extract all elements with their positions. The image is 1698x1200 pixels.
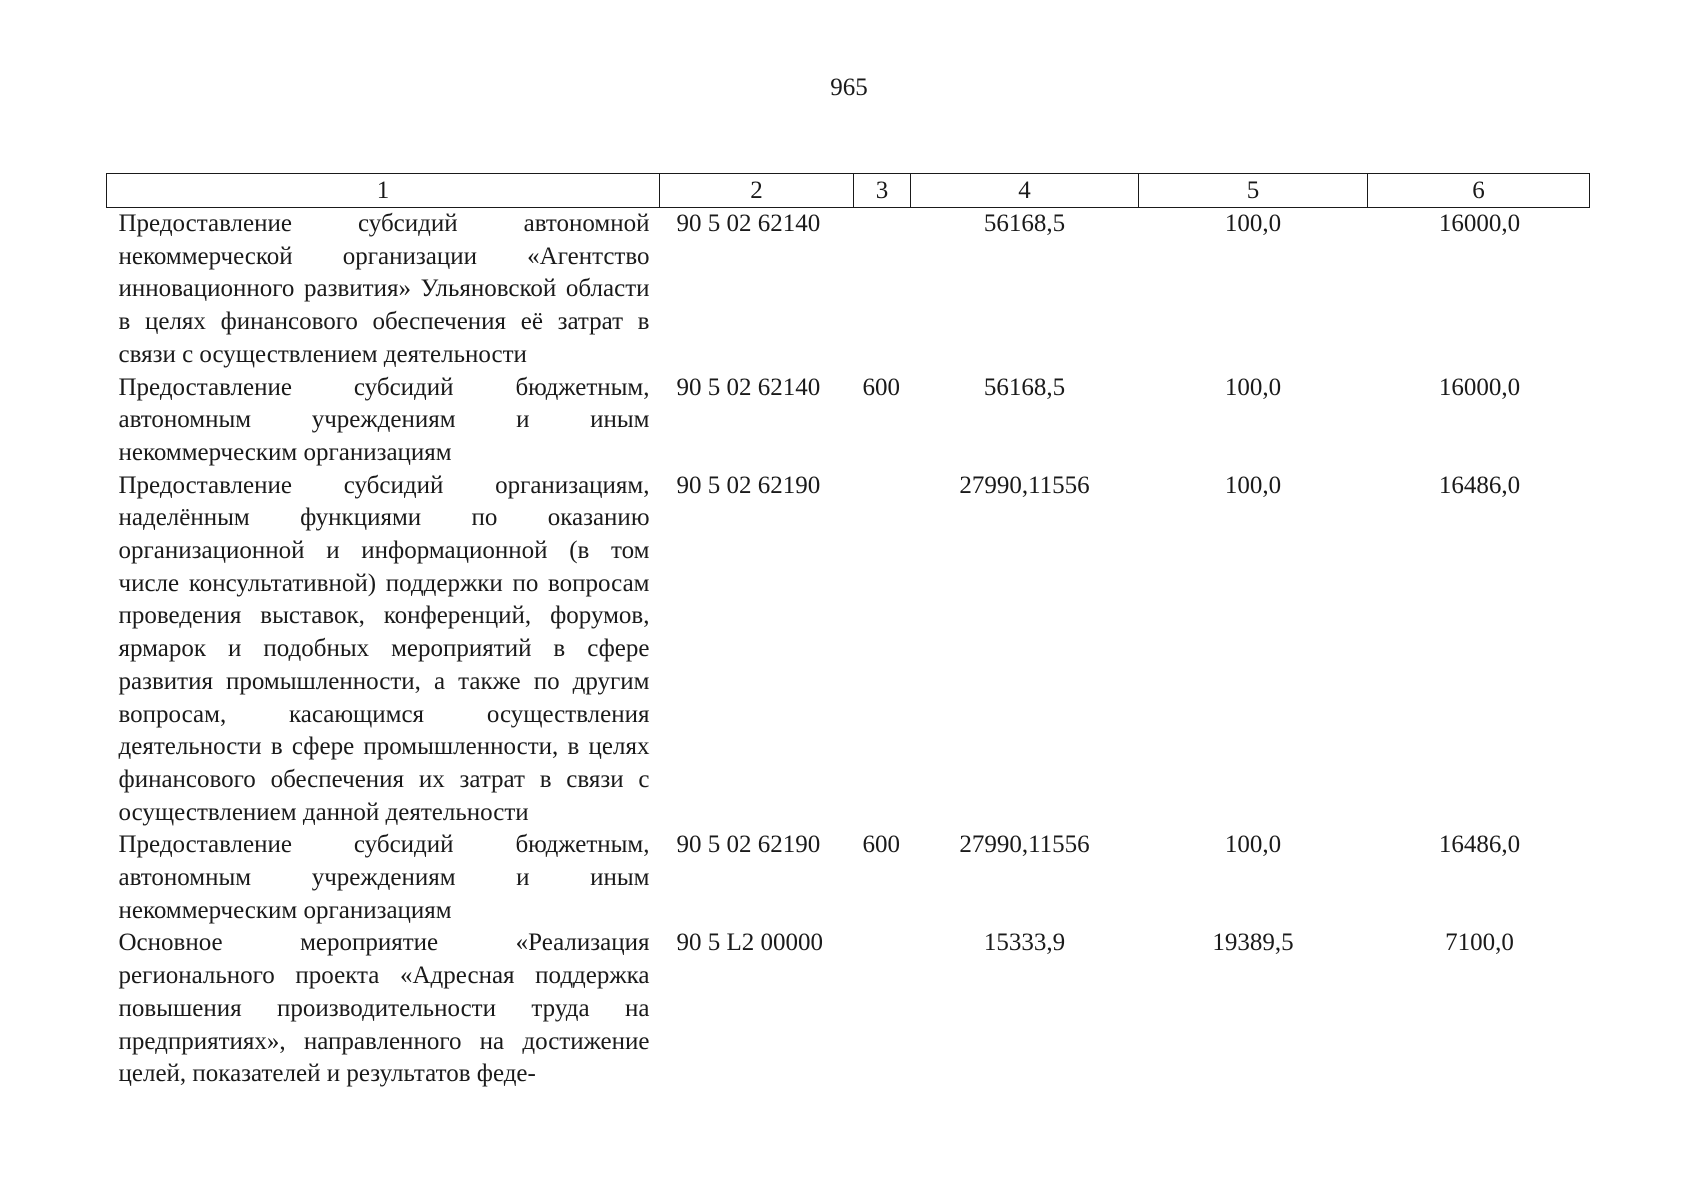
table-header-row	[107, 174, 1590, 208]
page-number: 965	[830, 74, 868, 101]
column-header-5: 5	[1139, 174, 1368, 208]
row-value-4: 27990,11556	[959, 471, 1090, 499]
row-value-5: 100,0	[1224, 210, 1282, 237]
row-code: 90 5 02 62190	[676, 471, 821, 499]
table-row	[107, 829, 1590, 927]
row-value-6: 16486,0	[1438, 831, 1521, 859]
budget-table	[106, 173, 1590, 1091]
row-value-4: 56168,5	[983, 373, 1066, 401]
column-header-6: 6	[1368, 174, 1590, 208]
column-header-1: 1	[107, 174, 660, 208]
row-value-5: 100,0	[1224, 373, 1282, 401]
row-description: Предоставление субсидий организациям, наделённым функциями по оказанию организационной и информационной (в том числе консультативной) поддержки по вопросам проведения выставок, конференций, форумов, ярмарок и подобных мероприятий в сфере развития промышленности, а также по другим вопросам, касающимся осуществления деятельности в сфере промышленности, в целях финансового обеспечения их затрат в связи с осуществлением данной деятельности	[118, 471, 650, 826]
row-value-6: 16000,0	[1438, 210, 1521, 237]
row-description: Предоставление субсидий бюджетным, автономным учреждениям и иным некоммерческим организациям	[118, 831, 650, 924]
row-description: Предоставление субсидий автономной некоммерческой организации «Агентство инновационного развития» Ульяновской области в целях финансового обеспечения её затрат в связи с осуществлением деятельности	[118, 210, 650, 368]
row-code: 90 5 L2 00000	[676, 929, 824, 957]
row-description: Предоставление субсидий бюджетным, автономным учреждениям и иным некоммерческим организациям	[118, 373, 650, 466]
table-row	[107, 208, 1590, 372]
row-value-4: 27990,11556	[959, 831, 1090, 859]
row-value-5: 100,0	[1224, 831, 1282, 859]
table-row	[107, 927, 1590, 1091]
row-value-6: 16486,0	[1438, 471, 1521, 499]
column-header-3: 3	[854, 174, 911, 208]
row-description: Основное мероприятие «Реализация регионального проекта «Адресная поддержка повышения производительности труда на предприятиях», направленного на достижение целей, показателей и результатов феде-	[118, 929, 650, 1088]
row-type: 600	[862, 373, 900, 401]
row-value-5: 19389,5	[1212, 929, 1294, 957]
row-type	[854, 927, 911, 1091]
row-type: 600	[862, 831, 900, 859]
row-value-6: 7100,0	[1445, 929, 1514, 957]
row-value-5: 100,0	[1224, 471, 1282, 499]
table-row	[107, 470, 1590, 830]
table-row	[107, 372, 1590, 470]
row-code: 90 5 02 62190	[676, 831, 821, 859]
row-code: 90 5 02 62140	[676, 210, 821, 237]
row-value-4: 15333,9	[983, 929, 1066, 957]
column-header-2: 2	[660, 174, 854, 208]
row-value-4: 56168,5	[983, 210, 1066, 237]
row-value-6: 16000,0	[1438, 373, 1521, 401]
row-type	[854, 208, 911, 372]
column-header-4: 4	[911, 174, 1139, 208]
row-type	[854, 470, 911, 830]
row-code: 90 5 02 62140	[676, 373, 821, 401]
